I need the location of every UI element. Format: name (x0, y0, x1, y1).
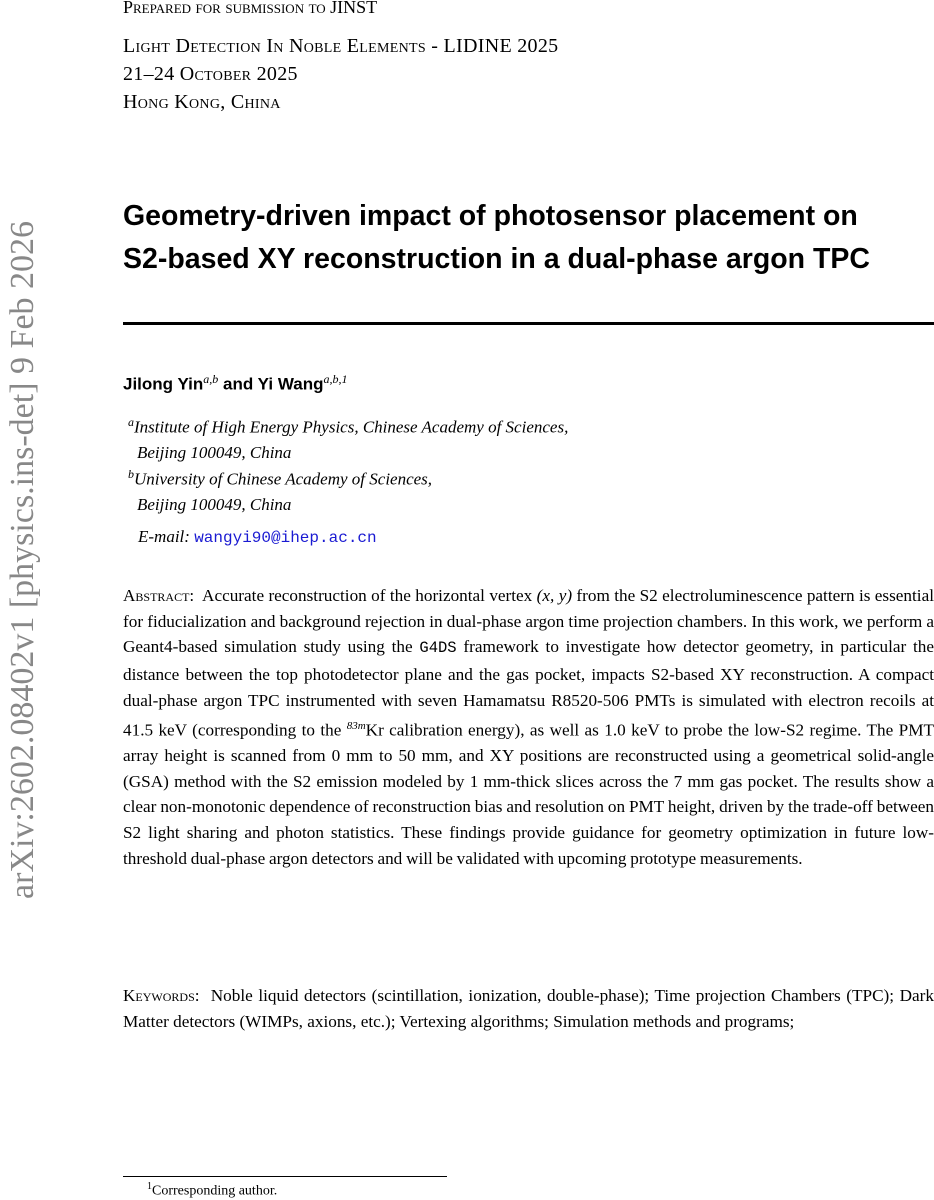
affiliation-a (128, 410, 568, 465)
framework-name: G4DS (419, 639, 457, 658)
abstract-label: Abstract: (123, 586, 195, 605)
author-name: Jilong Yin (123, 374, 204, 394)
conference-location: Hong Kong, China (123, 91, 281, 113)
affiliation-address: Beijing 100049, China (137, 442, 292, 462)
footnote-mark: 1 (147, 1181, 152, 1192)
title-rule (123, 322, 934, 325)
keywords-label: Keywords: (123, 986, 200, 1005)
conference-dates: 21–24 October 2025 (123, 63, 298, 85)
affiliation-institution: Institute of High Energy Physics, Chinese Academy of Sciences, (134, 417, 569, 437)
paper-title (123, 195, 934, 281)
affiliation-mark: b (128, 467, 134, 481)
affiliation-mark: a (128, 415, 134, 429)
footnote-rule (123, 1176, 447, 1177)
author-list (123, 372, 347, 395)
abstract-text: from the S2 electroluminescence pattern is essential for fiducialization and background rejection in dual-phase argon time projection chambers. In this work, we perform a Geant4-based simulation study using the (123, 586, 934, 657)
footnote (147, 1181, 277, 1200)
email-label: E-mail: (138, 527, 190, 546)
author-name: Yi Wang (257, 374, 324, 394)
keywords (123, 983, 934, 1034)
author-separator: and (218, 374, 258, 394)
isotope-superscript: 83m (346, 719, 366, 732)
title-line-1: Geometry-driven impact of photosensor placement on (123, 200, 858, 232)
affiliation-b (128, 462, 432, 517)
affiliation-institution: University of Chinese Academy of Sciences, (134, 469, 433, 489)
conference-name: Light Detection In Noble Elements - LIDINE 2025 (123, 35, 559, 57)
keywords-text: Noble liquid detectors (scintillation, ionization, double-phase); Time projection Chambers (TPC); Dark Matter detectors (WIMPs, axions, etc.); Vertexing algorithms; Simulation methods and programs; (123, 986, 934, 1031)
abstract-text: Kr calibration energy), as well as 1.0 keV to probe the low-S2 regime. The PMT array height is scanned from 0 mm to 50 mm, and XY positions are reconstructed using a geometrical solid-angle (GSA) method with the S2 emission modeled by 1 mm-thick slices across the 7 mm gas pocket. The results show a clear non-monotonic dependence of reconstruction bias and resolution on PMT height, driven by the trade-off between S2 light sharing and photon statistics. These findings provide guidance for geometry optimization in future low-threshold dual-phase argon detectors and will be validated with upcoming prototype measurements. (123, 720, 934, 868)
footnote-text: Corresponding author. (152, 1183, 278, 1199)
author-affiliation-marks: a,b,1 (323, 372, 348, 386)
abstract-text: framework to investigate how detector geometry, in particular the distance between the top photodetector plane and the gas pocket, impacts S2-based XY reconstruction. A compact dual-phase argon TPC instrumented with seven Hamamatsu R8520-506 PMTs is simulated with electron recoils at 41.5 keV (corresponding to the (123, 637, 934, 740)
title-line-2: S2-based XY reconstruction in a dual-phase argon TPC (123, 243, 870, 275)
vertex-notation: (x, y) (536, 586, 573, 605)
author-affiliation-marks: a,b (203, 372, 219, 386)
submission-note: Prepared for submission to JINST (123, 0, 378, 17)
abstract (123, 583, 934, 871)
affiliation-address: Beijing 100049, China (137, 494, 292, 514)
abstract-text: Accurate reconstruction of the horizontal vertex (202, 586, 537, 605)
email-link[interactable]: wangyi90@ihep.ac.cn (194, 529, 377, 547)
email-line (138, 527, 377, 547)
arxiv-identifier: arXiv:2602.08402v1 [physics.ins-det] 9 Feb 2026 (4, 220, 41, 899)
